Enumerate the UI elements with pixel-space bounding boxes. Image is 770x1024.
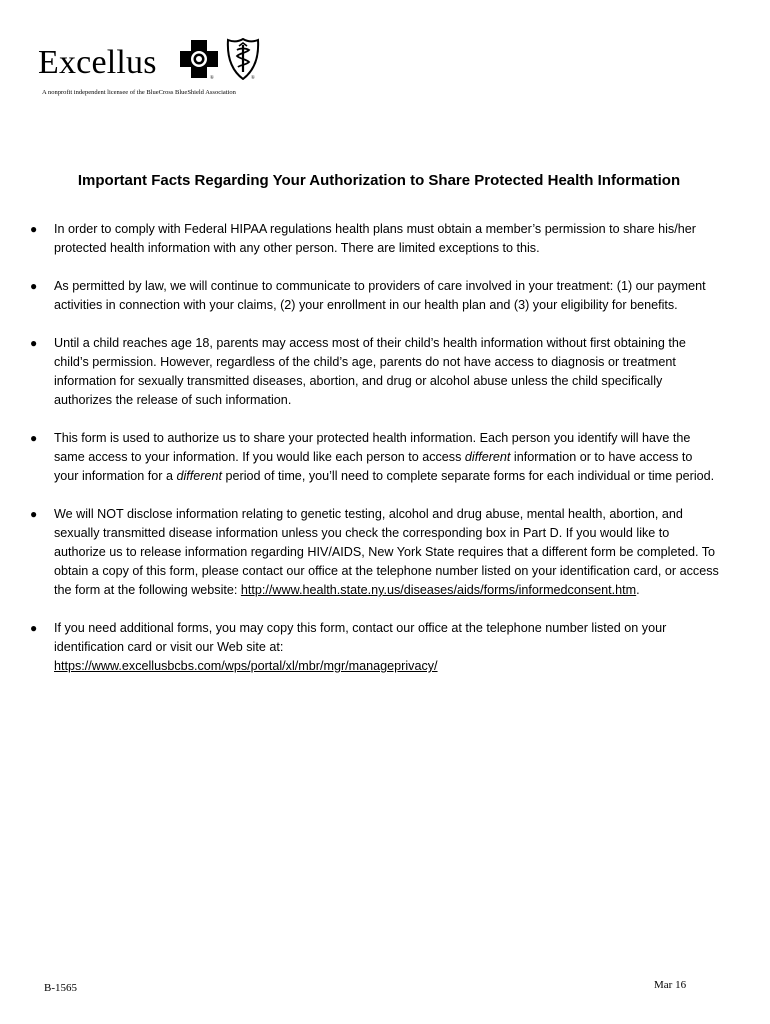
fact-item-additional-forms	[30, 619, 720, 676]
excellus-logo: Excellus	[38, 44, 157, 81]
page-title: Important Facts Regarding Your Authorization to Share Protected Health Information	[77, 172, 681, 189]
fact-item-nondisclosure	[30, 505, 720, 600]
fact-text: We will NOT disclose information relating to genetic testing, alcohol and drug abuse, mental health, abortion, and sexually transmitted disease information unless you check the corresponding box in Part D. If you would like to authorize us to release information regarding HIV/AIDS, New York State requires that a different form be completed. To obtain a copy of this form, please contact our office at the telephone number listed on your identification card, or access the form at the following website:	[54, 507, 719, 597]
fact-text: If you need additional forms, you may copy this form, contact our office at the telephone number listed on your identification card or visit our Web site at:	[54, 621, 667, 654]
fact-text-part: period of time, you’ll need to complete separate forms for each individual or time period.	[222, 469, 715, 483]
facts-list	[30, 220, 720, 676]
revision-date: Mar 16	[654, 979, 687, 991]
shield-registered-mark: ®	[251, 76, 255, 81]
fact-text-part: information or to have access to your information for a	[54, 450, 693, 483]
privacy-website-link[interactable]: https://www.excellusbcbs.com/wps/portal/xl/mbr/mgr/manageprivacy/	[54, 659, 438, 673]
fact-item-hipaa	[30, 220, 720, 258]
fact-text: As permitted by law, we will continue to communicate to providers of care involved in your treatment: (1) our payment activities in connection with your claims, (2) your enrollment in our health plan and (3) your eligibility for benefits.	[54, 279, 706, 312]
cross-registered-mark: ®	[210, 76, 214, 81]
fact-text-end: .	[636, 583, 640, 597]
bullet-icon: ●	[30, 336, 38, 350]
bullet-icon: ●	[30, 431, 38, 445]
fact-text: Until a child reaches age 18, parents may access most of their child’s health information without first obtaining the child’s permission. However, regardless of the child’s age, parents do not have access to diagnosis or treatment information for sexually transmitted diseases, abortion, and drug or alcohol abuse unless the child specifically authorizes the release of such information.	[54, 336, 686, 407]
fact-item-communication	[30, 277, 720, 315]
informed-consent-link[interactable]: http://www.health.state.ny.us/diseases/aids/forms/informedconsent.htm	[240, 583, 637, 597]
fact-emphasis: different	[464, 450, 511, 464]
fact-emphasis: different	[176, 469, 223, 483]
fact-item-form-use	[30, 429, 720, 486]
fact-text-part: This form is used to authorize us to share your protected health information. Each person you identify will have the same access to your information. If you would like each person to access	[54, 431, 691, 464]
bullet-icon: ●	[30, 222, 38, 236]
licensee-tagline: A nonprofit independent licensee of the BlueCross BlueShield Association	[42, 89, 236, 96]
fact-item-child-access	[30, 334, 720, 410]
bullet-icon: ●	[30, 507, 38, 521]
form-number: B-1565	[44, 982, 77, 994]
bullet-icon: ●	[30, 621, 38, 635]
blue-cross-logo-icon	[178, 38, 220, 80]
fact-text: In order to comply with Federal HIPAA regulations health plans must obtain a member’s permission to share his/her protected health information with any other person. There are limited exceptions to this.	[54, 222, 696, 255]
bullet-icon: ●	[30, 279, 38, 293]
blue-shield-logo-icon	[226, 38, 260, 80]
